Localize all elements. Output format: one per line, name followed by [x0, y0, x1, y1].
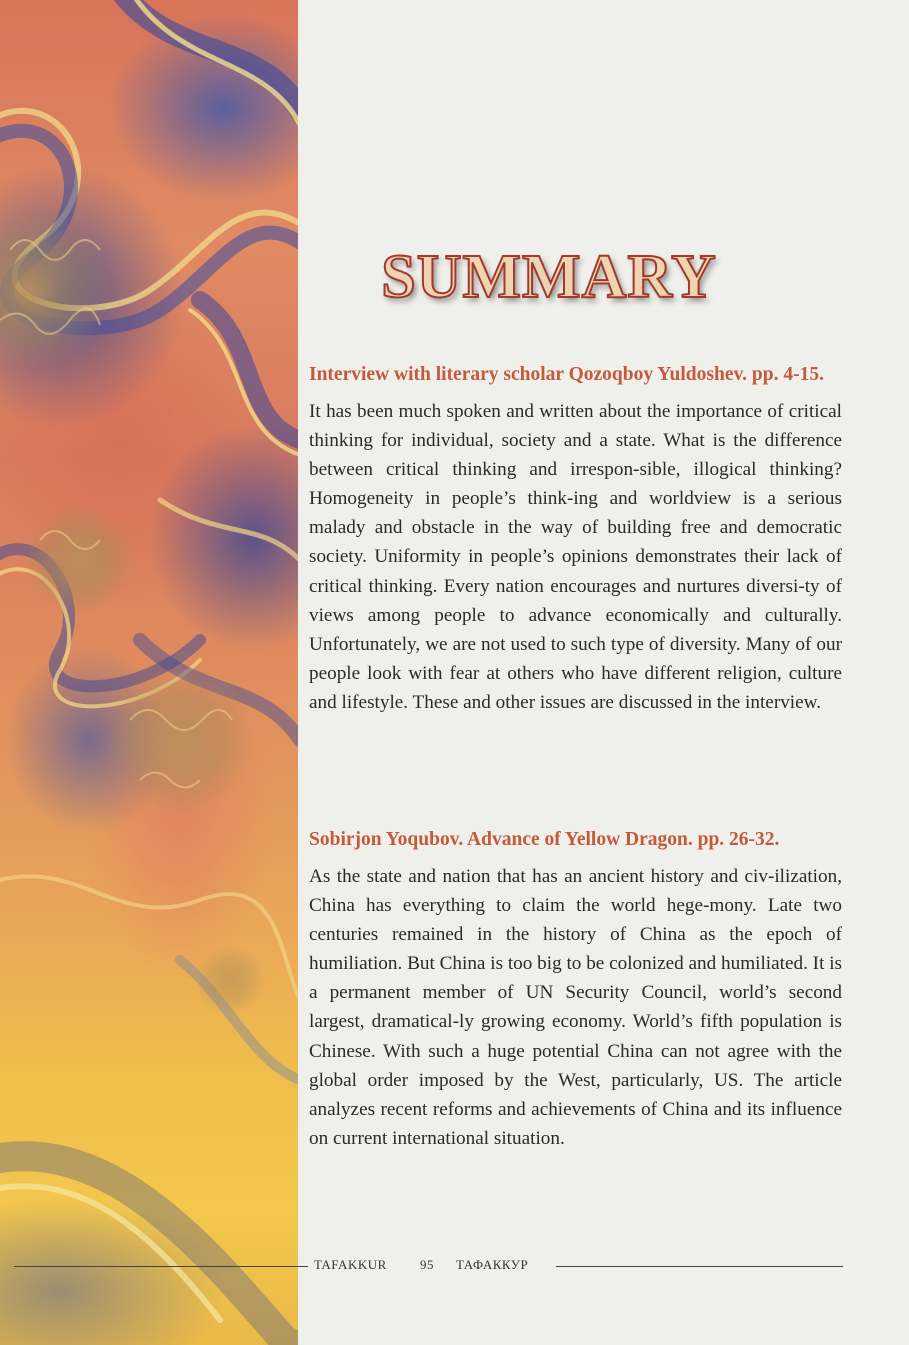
article-body: As the state and nation that has an ancient history and civ-ilization, China has everything to claim the world hege-mony. Late two centuries remained in the history of China as the epoch of humiliation. But China is too big to be colonized and humiliated. It is a permanent member of UN Security Council, world’s second largest, dramatical-ly growing economy. World’s fifth population is Chinese. With such a huge potential China can not agree with the global order imposed by the West, particularly, US. The article analyzes recent reforms and achievements of China and its influence on current international situation. [309, 866, 842, 1149]
fractal-pattern-icon [0, 0, 298, 1345]
article-heading: Sobirjon Yoqubov. Advance of Yellow Dragon. pp. 26-32. [309, 829, 780, 850]
page-footer [0, 1257, 909, 1277]
article-heading: Interview with literary scholar Qozoqboy Yuldoshev. pp. 4-15. [309, 364, 824, 385]
article-body: It has been much spoken and written about the importance of critical thinking for individual, society and a state. What is the difference between critical thinking and irrespon-sible, illogical thinking? Homogeneity in people’s think-ing and worldview is a serious malady and obstacle in the way of building free and democratic society. Uniformity in people’s opinions demonstrates their lack of critical thinking. Every nation encourages and nurtures diversi-ty of views among people to advance economically and culturally. Unfortunately, we are not used to such type of diversity. Many of our people look with fear at others who have different religion, culture and lifestyle. These and other issues are discussed in the interview. [309, 401, 842, 713]
page-number: 95 [420, 1257, 434, 1272]
footer-divider-left [14, 1266, 308, 1267]
article-summary-1 [309, 361, 842, 717]
footer-divider-right [556, 1266, 843, 1267]
decorative-fractal-artwork [0, 0, 298, 1345]
footer-journal-cyrillic: ТАФАККУР [456, 1257, 529, 1272]
footer-journal-latin: TAFAKKUR [314, 1257, 387, 1272]
summary-page [298, 0, 909, 1345]
page-title: SUMMARY [381, 243, 717, 311]
article-summary-2 [309, 826, 842, 1153]
